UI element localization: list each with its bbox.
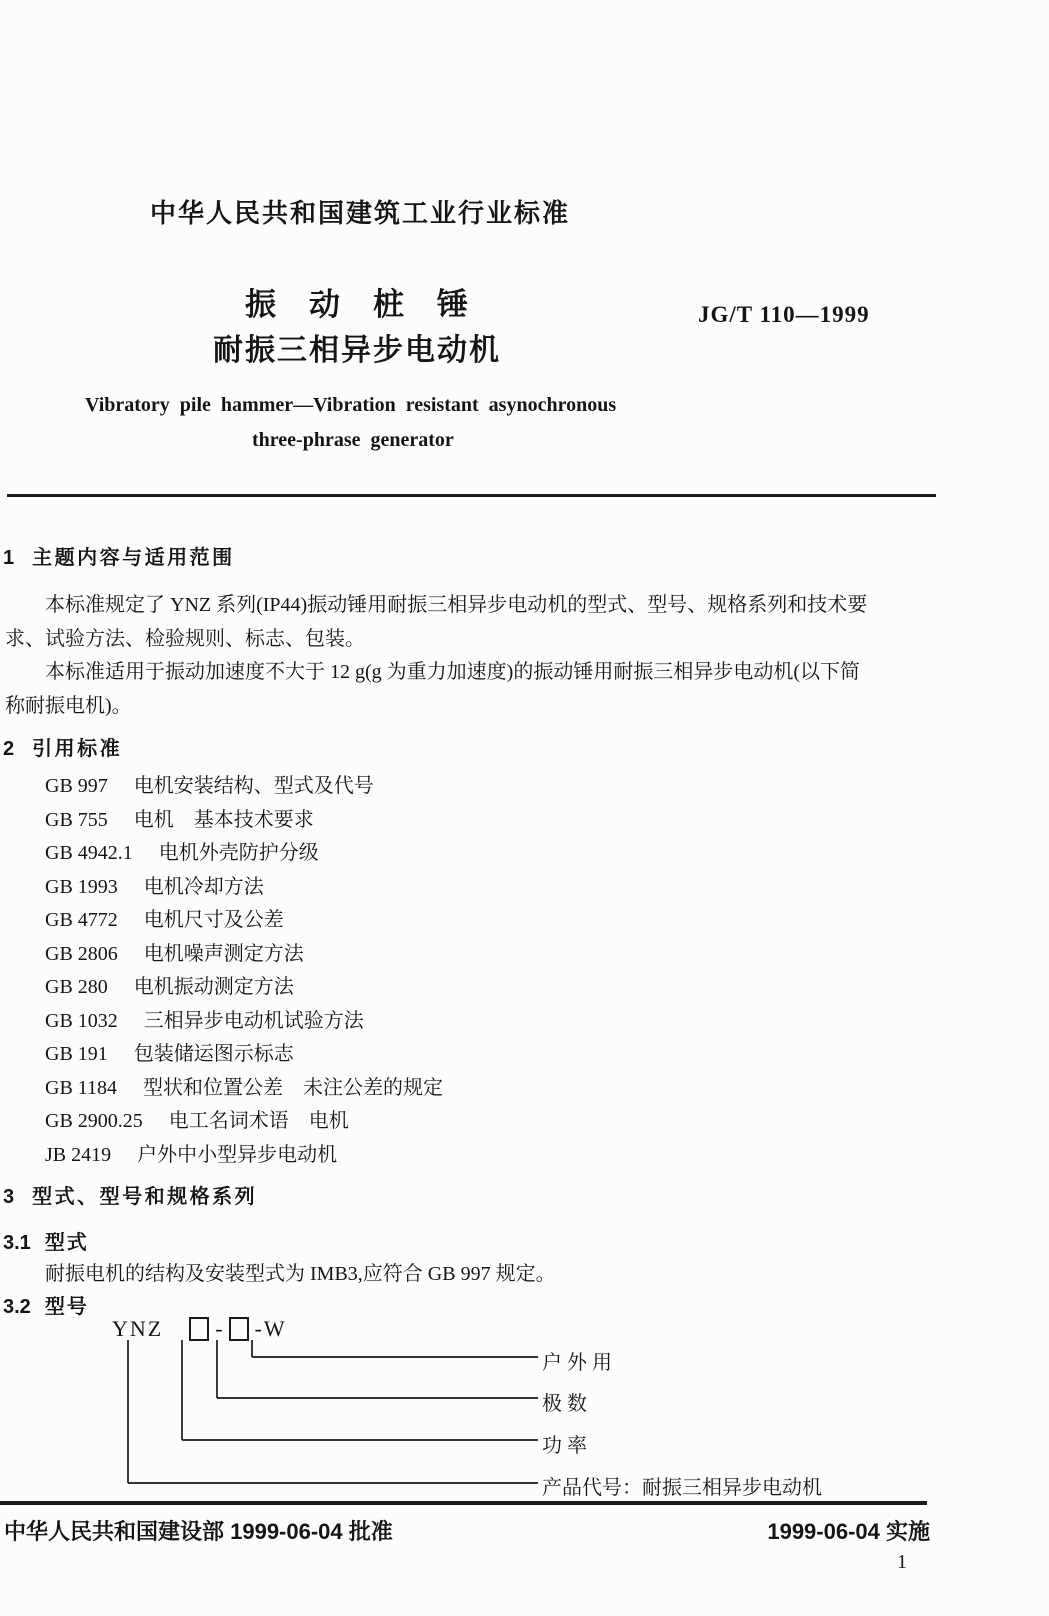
reference-item: [45, 1072, 443, 1106]
reference-code: GB 2900.25: [45, 1110, 143, 1132]
reference-code: GB 997: [45, 775, 108, 797]
reference-title: 电机冷却方法: [143, 875, 264, 898]
reference-code: GB 1993: [45, 875, 118, 898]
reference-item: [45, 770, 443, 804]
document-title-en-line2: three-phrase generator: [252, 429, 454, 451]
reference-item: [45, 804, 443, 838]
section-2-title: 引用标准: [32, 738, 123, 760]
footer-divider-rule: [0, 1501, 927, 1505]
reference-item: [45, 871, 443, 905]
section-3-1-heading: [3, 1226, 89, 1255]
reference-title: 电机噪声测定方法: [143, 942, 304, 965]
reference-code: GB 2806: [45, 942, 118, 965]
reference-title: 电机外壳防护分级: [158, 842, 319, 864]
section-1-number: 1: [3, 547, 15, 569]
document-title-en-line1: Vibratory pile hammer—Vibration resistant asynochronous: [85, 394, 617, 416]
reference-code: GB 191: [45, 1043, 108, 1065]
section-3-1-title: 型式: [44, 1232, 89, 1254]
reference-item: [45, 1139, 443, 1173]
section-1-title: 主题内容与适用范围: [32, 547, 235, 569]
section-1-heading: [3, 541, 235, 570]
reference-title: 三相异步电动机试验方法: [143, 1009, 364, 1032]
implementation-date: 1999-06-04 实施: [767, 1519, 930, 1544]
section-2-number: 2: [3, 738, 15, 760]
reference-item: [45, 1105, 443, 1139]
paragraph-line: 本标准适用于振动加速度不大于 12 g(g 为重力加速度)的振动锤用耐振三相异步电动机(以下简: [45, 661, 860, 683]
reference-title: 型状和位置公差 未注公差的规定: [143, 1076, 444, 1099]
reference-item: [45, 1038, 443, 1072]
reference-title: 电机振动测定方法: [133, 976, 294, 998]
reference-item: [45, 1005, 443, 1039]
reference-code: JB 2419: [45, 1143, 112, 1166]
section-3-number: 3: [3, 1186, 15, 1208]
section-3-title: 型式、型号和规格系列: [32, 1186, 258, 1208]
paragraph-line: 求、试验方法、检验规则、标志、包装。: [5, 627, 365, 650]
page-number: 1: [897, 1551, 907, 1573]
reference-title: 电机安装结构、型式及代号: [133, 775, 374, 797]
model-code-connector-lines: [0, 1315, 620, 1505]
reference-title: 户外中小型异步电动机: [137, 1143, 338, 1166]
model-prefix: YNZ: [112, 1316, 164, 1341]
model-dash: -: [215, 1316, 223, 1341]
reference-item: [45, 938, 443, 972]
reference-item: [45, 837, 443, 871]
reference-title: 电工名词术语 电机: [168, 1110, 349, 1132]
paragraph-line: 称耐振电机)。: [5, 694, 132, 717]
model-suffix: W: [263, 1316, 285, 1341]
document-title-cn-line2: 耐振三相异步电动机: [213, 334, 501, 367]
reference-code: GB 4942.1: [45, 842, 133, 864]
section-2-heading: [3, 732, 122, 761]
diagram-label-product-code: 产品代号：耐振三相异步电动机: [542, 1477, 822, 1499]
reference-code: GB 4772: [45, 909, 118, 931]
section-3-2-number: 3.2: [3, 1296, 31, 1318]
standard-type-heading: 中华人民共和国建筑工业行业标准: [150, 198, 571, 228]
diagram-label-power: 功率: [542, 1435, 592, 1457]
model-dash: -: [254, 1316, 262, 1341]
document-title-cn-line1: 振动桩锤: [245, 287, 501, 322]
header-divider-rule: [7, 494, 936, 497]
reference-code: GB 755: [45, 808, 108, 831]
reference-standards-list: [45, 770, 443, 1172]
paragraph-line: 本标准规定了 YNZ 系列(IP44)振动锤用耐振三相异步电动机的型式、型号、规格系列和技术要: [45, 594, 868, 616]
reference-item: [45, 904, 443, 938]
diagram-label-outdoor-use: 户外用: [542, 1352, 617, 1374]
reference-code: GB 280: [45, 976, 108, 998]
section-3-1-number: 3.1: [3, 1232, 31, 1254]
section-1-paragraphs: [5, 589, 965, 723]
reference-item: [45, 971, 443, 1005]
section-3-1-body: 耐振电机的结构及安装型式为 IMB3,应符合 GB 997 规定。: [45, 1263, 556, 1285]
reference-title: 包装储运图示标志: [133, 1043, 294, 1065]
reference-title: 电机尺寸及公差: [143, 909, 284, 931]
reference-title: 电机 基本技术要求: [133, 808, 314, 831]
approval-statement: 中华人民共和国建设部 1999-06-04 批准: [4, 1519, 393, 1544]
diagram-label-pole-number: 极数: [542, 1393, 592, 1415]
reference-code: GB 1032: [45, 1009, 118, 1032]
section-3-heading: [3, 1180, 257, 1209]
reference-code: GB 1184: [45, 1076, 118, 1099]
section-3-2-title: 型号: [44, 1296, 89, 1318]
standard-number: JG/T 110—1999: [698, 302, 870, 327]
